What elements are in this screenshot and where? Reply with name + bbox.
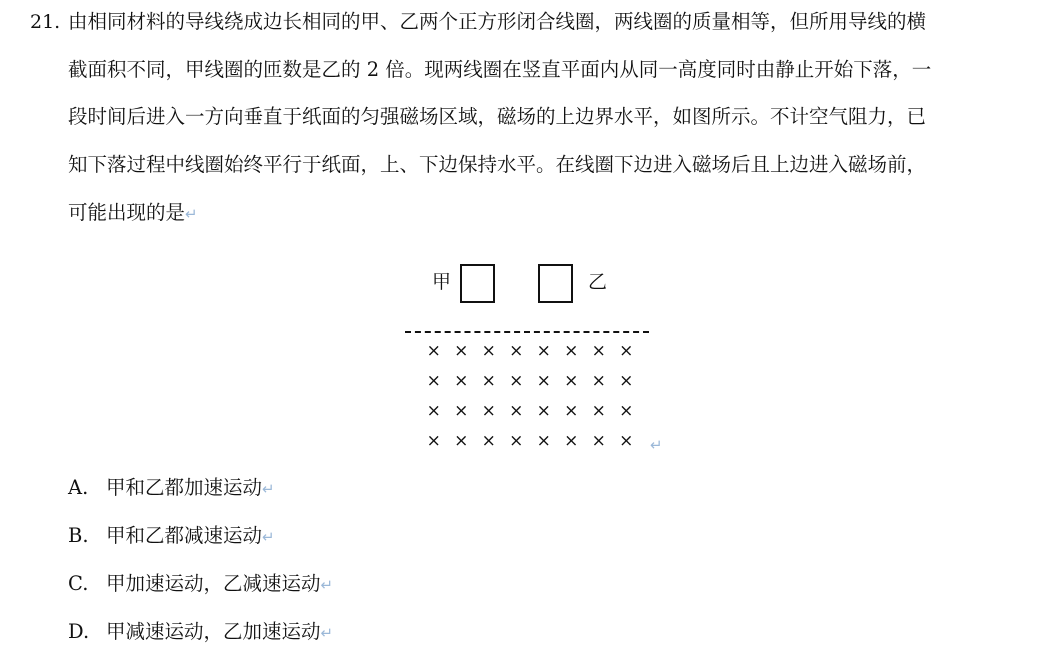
field-into-page-icon: × [481, 341, 496, 361]
field-into-page-icon: × [426, 371, 441, 391]
question-stem-line: 知下落过程中线圈始终平行于纸面，上、下边保持水平。在线圈下边进入磁场后且上边进入磁场前， [68, 153, 927, 176]
paragraph-return-icon: ↵ [262, 480, 275, 498]
field-into-page-icon: × [536, 431, 551, 451]
magnetic-field-figure [400, 258, 670, 463]
option-a[interactable] [68, 472, 275, 505]
field-into-page-icon: × [591, 371, 606, 391]
magnetic-field-grid [420, 336, 640, 456]
field-into-page-icon: × [619, 371, 634, 391]
option-d-letter: D. [68, 620, 90, 643]
field-into-page-icon: × [564, 371, 579, 391]
paragraph-return-icon: ↵ [320, 624, 334, 642]
field-into-page-icon: × [509, 341, 524, 361]
field-into-page-icon: × [426, 431, 441, 451]
coil-yi-label: 乙 [588, 271, 608, 293]
field-into-page-icon: × [481, 431, 496, 451]
field-into-page-icon: × [454, 341, 469, 361]
field-row [420, 366, 640, 396]
field-into-page-icon: × [426, 401, 441, 421]
question-stem-line-last [68, 197, 198, 230]
field-into-page-icon: × [454, 431, 469, 451]
coil-yi-square [538, 264, 573, 303]
field-into-page-icon: × [536, 401, 551, 421]
paragraph-return-icon: ↵ [320, 576, 334, 594]
option-b-letter: B. [68, 524, 89, 547]
coil-jia-square [460, 264, 495, 303]
question-stem-text: 可能出现的是 [68, 201, 186, 224]
field-row [420, 396, 640, 426]
field-into-page-icon: × [564, 401, 579, 421]
field-into-page-icon: × [591, 341, 606, 361]
field-into-page-icon: × [591, 401, 606, 421]
figure-return-icon: ↵ [650, 436, 663, 454]
option-d-text: 甲减速运动，乙加速运动 [106, 620, 321, 643]
field-into-page-icon: × [619, 341, 634, 361]
field-into-page-icon: × [564, 341, 579, 361]
paragraph-return-icon: ↵ [185, 205, 198, 223]
field-into-page-icon: × [454, 401, 469, 421]
field-into-page-icon: × [426, 341, 441, 361]
question-stem-line: 由相同材料的导线绕成边长相同的甲、乙两个正方形闭合线圈，两线圈的质量相等，但所用导线的横 [68, 10, 927, 33]
coil-jia-label: 甲 [432, 271, 452, 293]
option-a-letter: A. [68, 476, 89, 499]
option-c[interactable] [68, 568, 333, 601]
option-d[interactable] [68, 616, 333, 649]
question-stem-line: 截面积不同，甲线圈的匝数是乙的 2 倍。现两线圈在竖直平面内从同一高度同时由静止开始下落，一 [68, 58, 932, 81]
field-into-page-icon: × [564, 431, 579, 451]
paragraph-return-icon: ↵ [262, 528, 275, 546]
field-into-page-icon: × [509, 401, 524, 421]
field-into-page-icon: × [509, 431, 524, 451]
option-c-letter: C. [68, 572, 89, 595]
field-upper-boundary-line [405, 331, 649, 333]
option-b-text: 甲和乙都减速运动 [106, 524, 263, 547]
field-into-page-icon: × [481, 371, 496, 391]
field-row [420, 426, 640, 456]
question-number: 21. [30, 11, 61, 33]
option-c-text: 甲加速运动，乙减速运动 [106, 572, 321, 595]
question-stem-line: 段时间后进入一方向垂直于纸面的匀强磁场区域，磁场的上边界水平，如图所示。不计空气阻力，已 [68, 105, 927, 128]
field-into-page-icon: × [619, 401, 634, 421]
field-into-page-icon: × [509, 371, 524, 391]
field-into-page-icon: × [591, 431, 606, 451]
field-row [420, 336, 640, 366]
field-into-page-icon: × [619, 431, 634, 451]
field-into-page-icon: × [536, 371, 551, 391]
field-into-page-icon: × [454, 371, 469, 391]
option-a-text: 甲和乙都加速运动 [106, 476, 263, 499]
field-into-page-icon: × [481, 401, 496, 421]
field-into-page-icon: × [536, 341, 551, 361]
option-b[interactable] [68, 520, 275, 553]
